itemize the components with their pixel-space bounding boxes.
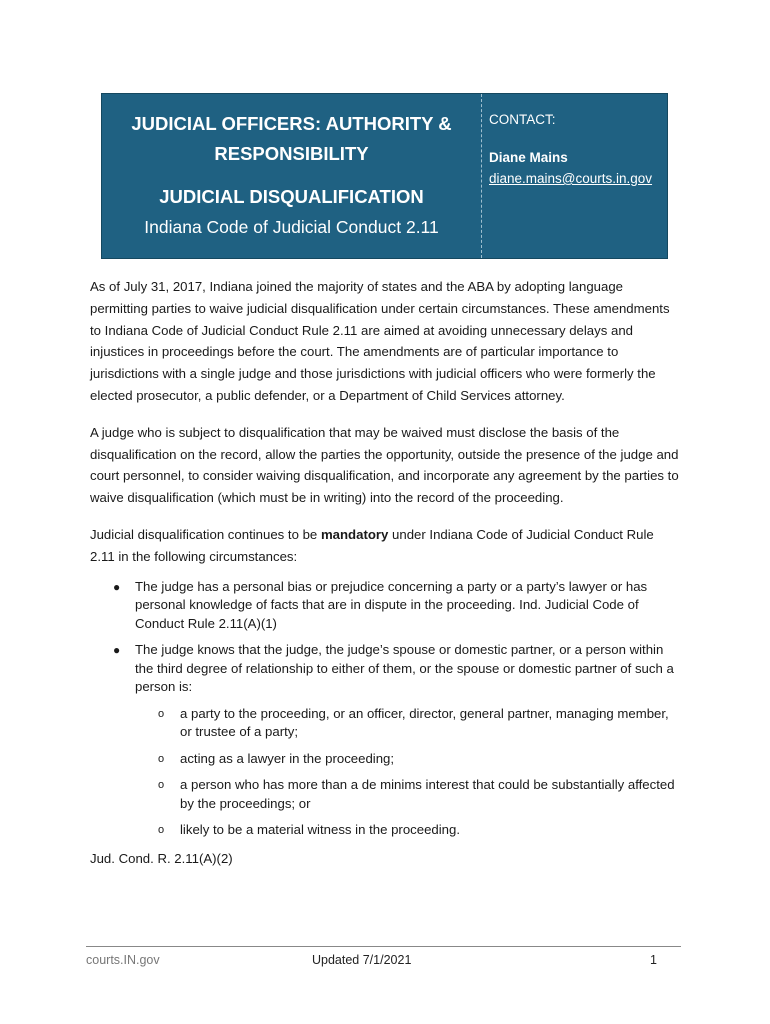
footer-updated-date: Updated 7/1/2021 bbox=[312, 953, 412, 967]
mandatory-paragraph bbox=[90, 524, 680, 568]
header-banner bbox=[101, 93, 668, 259]
mandatory-text-before: Judicial disqualification continues to be bbox=[90, 526, 321, 542]
sub-list-item bbox=[135, 705, 680, 742]
sub-item-text: acting as a lawyer in the proceeding; bbox=[180, 750, 395, 766]
contact-label: CONTACT: bbox=[489, 112, 556, 127]
mandatory-text-after: under Indiana Code of Judicial Conduct Rule 2.11 in the following circumstances: bbox=[90, 526, 654, 564]
sub-list-item bbox=[135, 750, 680, 769]
circle-bullet-icon: o bbox=[158, 824, 165, 837]
header-title-panel bbox=[102, 94, 482, 258]
page-number: 1 bbox=[650, 953, 657, 967]
rule-citation: Jud. Cond. R. 2.11(A)(2) bbox=[90, 850, 233, 866]
disqualification-list bbox=[90, 578, 680, 840]
sub-item-text: a party to the proceeding, or an officer, director, general partner, managing member, or trustee of a party; bbox=[180, 705, 669, 740]
sub-list-item bbox=[135, 821, 680, 840]
bullet-icon: ● bbox=[113, 643, 121, 658]
page-title bbox=[102, 109, 481, 169]
circle-bullet-icon: o bbox=[158, 779, 165, 792]
contact-email-link[interactable]: diane.mains@courts.in.gov bbox=[489, 171, 653, 186]
document-subtitle: JUDICIAL DISQUALIFICATION bbox=[159, 186, 424, 207]
list-item bbox=[90, 578, 680, 634]
footer-site: courts.IN.gov bbox=[86, 953, 160, 967]
title-line-2: RESPONSIBILITY bbox=[214, 143, 369, 164]
contact-name: Diane Mains bbox=[489, 150, 568, 165]
intro-paragraph: As of July 31, 2017, Indiana joined the majority of states and the ABA by adopting language permitting parties to waive judicial disqualification under certain circumstances. These amendments to Indiana Code of Judicial Conduct Rule 2.11 are aimed at avoiding unnecessary delays and injustices in proceedings before the court. The amendments are of particular importance to jurisdictions with a single judge and those jurisdictions with judicial officers who were formerly the elected prosecutor, a public defender, or a Department of Child Services attorney. bbox=[90, 279, 670, 403]
list-item bbox=[90, 641, 680, 840]
footer-divider bbox=[86, 946, 681, 947]
sub-list-item bbox=[135, 776, 680, 813]
circle-bullet-icon: o bbox=[158, 707, 165, 720]
document-body bbox=[90, 276, 680, 869]
sub-item-text: likely to be a material witness in the proceeding. bbox=[180, 822, 461, 838]
bullet-icon: ● bbox=[113, 579, 121, 594]
title-line-1: JUDICIAL OFFICERS: AUTHORITY & bbox=[131, 113, 452, 134]
circle-bullet-icon: o bbox=[158, 752, 165, 765]
rule-reference: Indiana Code of Judicial Conduct 2.11 bbox=[144, 217, 439, 237]
mandatory-emphasis: mandatory bbox=[320, 526, 389, 542]
contact-panel bbox=[489, 94, 664, 258]
waiver-paragraph: A judge who is subject to disqualification that may be waived must disclose the basis of the disqualification on the record, allow the parties the opportunity, outside the presence of the judge and court personnel, to consider waiving disqualification, and incorporate any agreement by the parties to waive disqualification (which must be in writing) into the record of the proceeding. bbox=[90, 424, 679, 506]
bullet-text: The judge has a personal bias or prejudice concerning a party or a party’s lawyer or has personal knowledge of facts that are in dispute in the proceeding. Ind. Judicial Code of Conduct Rule 2.11(A)(1) bbox=[135, 578, 648, 631]
sub-item-text: a person who has more than a de minims interest that could be substantially affected by the proceedings; or bbox=[180, 777, 675, 811]
bullet-text: The judge knows that the judge, the judge’s spouse or domestic partner, or a person within the third degree of relationship to either of them, or the spouse or domestic partner of such a person is: bbox=[135, 642, 674, 695]
relationship-sublist bbox=[135, 705, 680, 840]
